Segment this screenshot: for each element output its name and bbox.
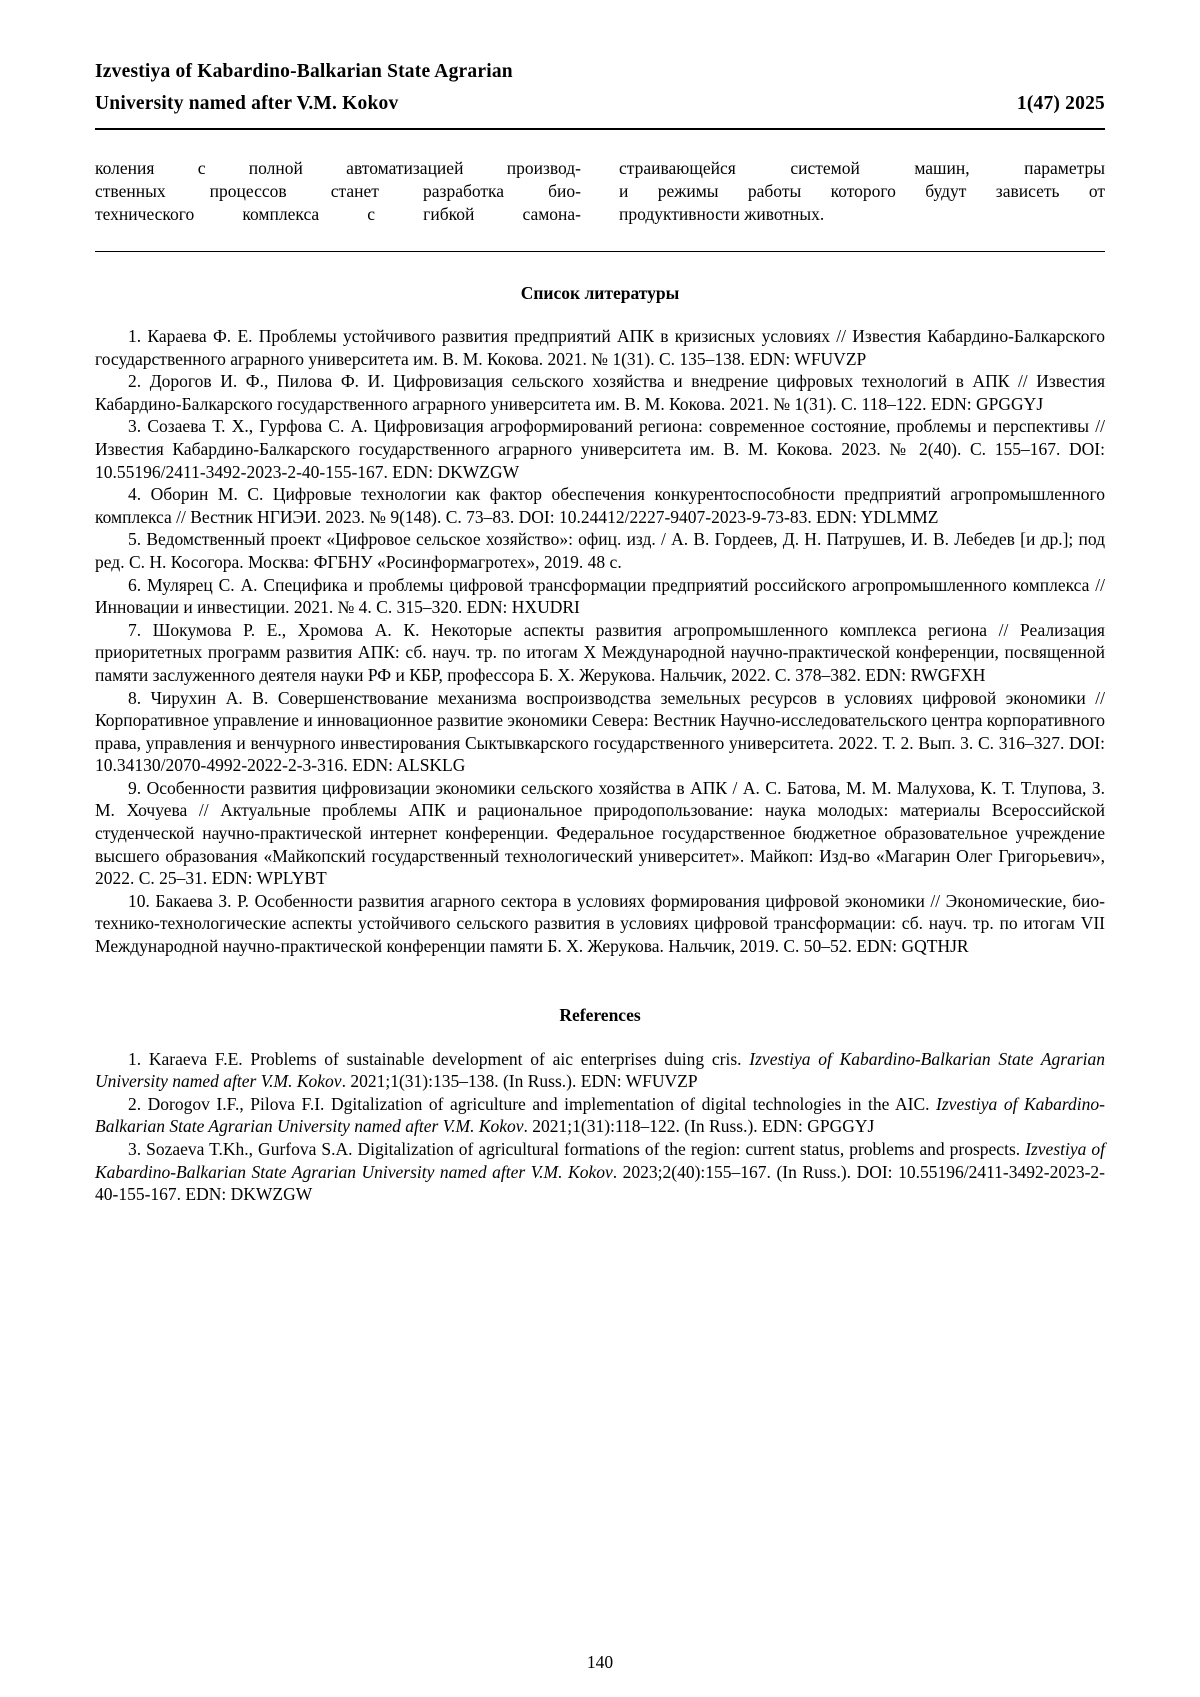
reference-item [95,325,1105,370]
header-row-2 [95,92,1105,116]
reference-text: . 2021;1(31):135–138. (In Russ.). EDN: WFUVZP [341,1071,698,1092]
reference-item [95,528,1105,573]
reference-item [95,777,1105,890]
reference-item [95,1138,1105,1206]
page-header [95,0,1105,130]
journal-name-line1: Izvestiya of Kabardino-Balkarian State Agrarian [95,61,513,82]
reference-text: 2. Dorogov I.F., Pilova F.I. Dgitalization of agriculture and implementation of digital technologies in the AIC. [128,1093,937,1114]
reference-text: 9. Особенности развития цифровизации экономики сельского хозяйства в АПК / А. С. Батова, М. М. Малухова, К. Т. Тлупова, З. М. Хочуева // Актуальные проблемы АПК и рациональное природопользование: наука молодых: материалы Всероссийской студенческой научно-практической интернет конференции. Федеральное государственное бюджетное образовательное учреждение высшего образования «Майкопский государственный технологический университет». Майкоп: Изд-во «Магарин Олег Григорьевич», 2022. С. 25–31. EDN: WPLYBT [95,777,1105,889]
reference-text: 8. Чирухин А. В. Совершенствование механизма воспроизводства земельных ресурсов в условиях цифровой экономики // Корпоративное управление и инновационное развитие экономики Севера: Вестник Научно-исследовательского центра корпоративного права, управления и венчурного инвестирования Сыктывкарского государственного университета. 2022. Т. 2. Вып. 3. С. 316–327. DOI: 10.34130/2070-4992-2022-2-3-316. EDN: ALSKLG [95,687,1105,776]
reference-text: . 2021;1(31):118–122. (In Russ.). EDN: GPGGYJ [523,1116,875,1137]
text-line: страивающейся системой машин, параметры [619,158,1105,178]
references-en-list [95,1048,1105,1206]
text-line: продуктивности животных. [619,204,825,224]
journal-title-italic: Izvestiya of Kabardino-Balkarian State Agrarian University named after V.M. Kokov [95,1048,1105,1092]
reference-item [95,370,1105,415]
reference-item [95,890,1105,958]
reference-item [95,574,1105,619]
section-divider-rule [95,251,1105,252]
reference-text: 7. Шокумова Р. Е., Хромова А. К. Некоторые аспекты развития агропромышленного комплекса региона // Реализация приоритетных программ развития АПК: сб. науч. тр. по итогам X Международной научно-практической конференции, посвященной памяти заслуженного деятеля науки РФ и КБР, профессора Б. Х. Жерукова. Нальчик, 2022. С. 378–382. EDN: RWGFXH [95,619,1105,685]
reference-text: 3. Созаева Т. Х., Гурфова С. А. Цифровизация агроформирований региона: современное состояние, проблемы и перспективы // Известия Кабардино-Балкарского государственного аграрного университета им. В. М. Кокова. 2023. № 2(40). С. 155–167. DOI: 10.55196/2411-3492-2023-2-40-155-167. EDN: DKWZGW [95,416,1105,482]
header-rule [95,128,1105,130]
text-line: коления с полной автоматизацией производ- [95,158,581,178]
reference-text: 4. Оборин М. С. Цифровые технологии как фактор обеспечения конкурентоспособности предприятий агропромышленного комплекса // Вестник НГИЭИ. 2023. № 9(148). С. 73–83. DOI: 10.24412/2227-9407-2023-9-73-83. EDN: YDLMMZ [95,484,1105,527]
reference-text: 10. Бакаева З. Р. Особенности развития агарного сектора в условиях формирования цифровой экономики // Экономические, био-технико-технологические аспекты устойчивого сельского развития в условиях цифровой трансформации: сб. науч. тр. по итогам VII Международной научно-практической конференции памяти Б. Х. Жерукова. Нальчик, 2019. С. 50–52. EDN: GQTHJR [95,890,1105,957]
reference-item [95,619,1105,687]
header-row-1 [95,60,1105,84]
reference-item [95,1048,1105,1093]
reference-item [95,687,1105,777]
reference-text: 1. Караева Ф. Е. Проблемы устойчивого развития предприятий АПК в кризисных условиях // Известия Кабардино-Балкарского государственного аграрного университета им. В. М. Кокова. 2021. № 1(31). С. 135–138. EDN: WFUVZP [95,326,1105,369]
text-line: и режимы работы которого будут зависеть от [619,181,1105,201]
intro-right-column [619,157,1105,226]
reference-item [95,415,1105,483]
issue-number: 1(47) 2025 [1016,93,1105,114]
journal-title-italic: Izvestiya of Kabardino-Balkarian State Agrarian University named after V.M. Kokov [95,1139,1105,1182]
reference-text: . 2023;2(40):155–167. (In Russ.). DOI: 10.55196/2411-3492-2023-2-40-155-167. EDN: DKWZGW [95,1161,1105,1205]
page-number: 140 [586,1652,614,1672]
reference-text: 1. Karaeva F.E. Problems of sustainable development of aic enterprises duing cris. [128,1048,750,1069]
text-line: ственных процессов станет разработка био- [95,181,581,201]
reference-text: 5. Ведомственный проект «Цифровое сельское хозяйство»: офиц. изд. / А. В. Гордеев, Д. Н. Патрушев, И. В. Лебедев [и др.]; под ред. С. Н. Косогора. Москва: ФГБНУ «Росинформагротех», 2019. 48 с. [95,529,1105,572]
intro-left-column [95,157,581,226]
references-ru-list [95,325,1105,958]
references-ru-heading: Список литературы [520,283,680,303]
journal-name-line2: University named after V.M. Kokov [95,93,399,114]
reference-item [95,483,1105,528]
reference-text: 3. Sozaeva T.Kh., Gurfova S.A. Digitalization of agricultural formations of the region: current status, problems and prospects. [128,1139,1026,1159]
journal-title-italic: Izvestiya of Kabardino-Balkarian State Agrarian University named after V.M. Kokov [95,1093,1105,1137]
text-line: технического комплекса с гибкой самона- [95,204,581,224]
reference-text: 2. Дорогов И. Ф., Пилова Ф. И. Цифровизация сельского хозяйства и внедрение цифровых технологий в АПК // Известия Кабардино-Балкарского государственного аграрного университета им. В. М. Кокова. 2021. № 1(31). С. 118–122. EDN: GPGGYJ [95,371,1105,414]
reference-text: 6. Мулярец С. А. Специфика и проблемы цифровой трансформации предприятий российского агропромышленного комплекса // Инновации и инвестиции. 2021. № 4. С. 315–320. EDN: HXUDRI [95,574,1105,618]
article-text-continuation [95,157,1105,226]
reference-item [95,1093,1105,1138]
references-en-heading: References [559,1004,641,1025]
page-footer [0,1652,1200,1673]
